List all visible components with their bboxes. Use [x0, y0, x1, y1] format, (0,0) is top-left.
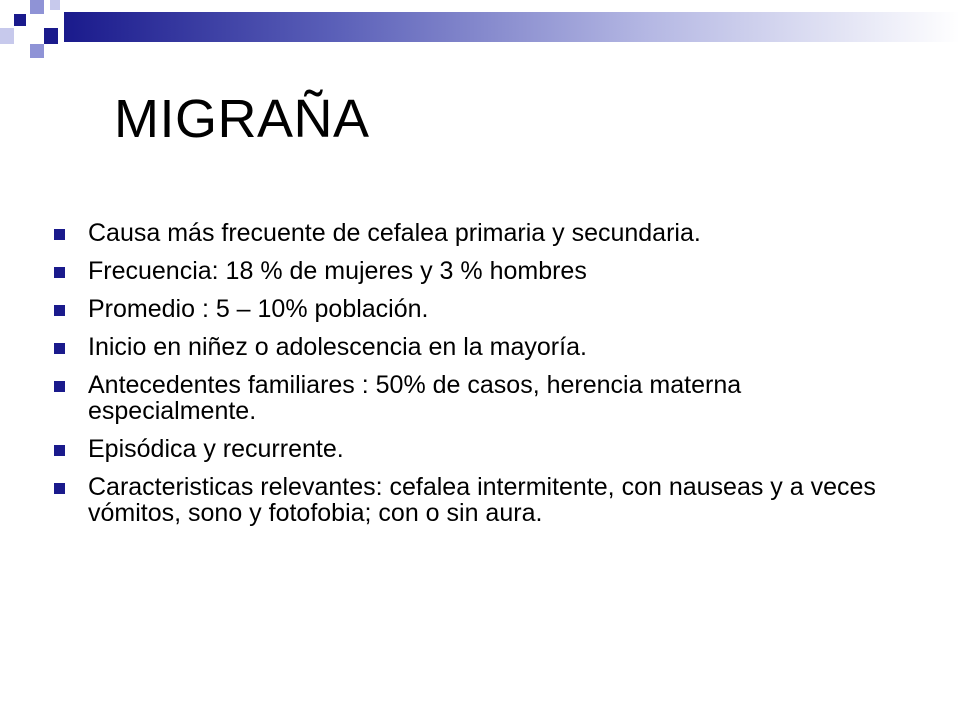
bullet-item: [52, 334, 892, 360]
decor-square-navy-2: [44, 28, 58, 44]
bullet-item: [52, 296, 892, 322]
decor-square-pale-2: [50, 0, 60, 10]
bullet-text: Promedio : 5 – 10% población.: [88, 295, 429, 323]
bullet-text: Antecedentes familiares : 50% de casos, herencia materna especialmente.: [88, 371, 742, 425]
bullet-text: Frecuencia: 18 % de mujeres y 3 % hombres: [88, 257, 587, 285]
decor-square-lavender-1: [30, 0, 44, 14]
top-gradient-bar: [64, 12, 960, 42]
bullet-text: Causa más frecuente de cefalea primaria y secundaria.: [88, 219, 701, 247]
decor-square-pale-1: [0, 28, 14, 44]
square-bullet-icon: [54, 445, 65, 456]
bullet-text: Caracteristicas relevantes: cefalea intermitente, con nauseas y a veces vómitos, sono y fotofobia; con o sin aura.: [88, 473, 876, 527]
decor-square-lavender-2: [30, 44, 44, 58]
bullet-item: [52, 258, 892, 284]
square-bullet-icon: [54, 381, 65, 392]
square-bullet-icon: [54, 343, 65, 354]
square-bullet-icon: [54, 229, 65, 240]
bullet-item: [52, 220, 892, 246]
decor-square-navy-1: [14, 14, 26, 26]
bullet-text: Episódica y recurrente.: [88, 435, 344, 463]
slide-title: MIGRAÑA: [114, 89, 370, 149]
bullet-item: [52, 436, 892, 462]
bullet-item: [52, 372, 892, 424]
bullet-item: [52, 474, 892, 526]
square-bullet-icon: [54, 483, 65, 494]
bullet-list: [52, 220, 892, 538]
square-bullet-icon: [54, 305, 65, 316]
square-bullet-icon: [54, 267, 65, 278]
bullet-text: Inicio en niñez o adolescencia en la mayoría.: [88, 333, 587, 361]
